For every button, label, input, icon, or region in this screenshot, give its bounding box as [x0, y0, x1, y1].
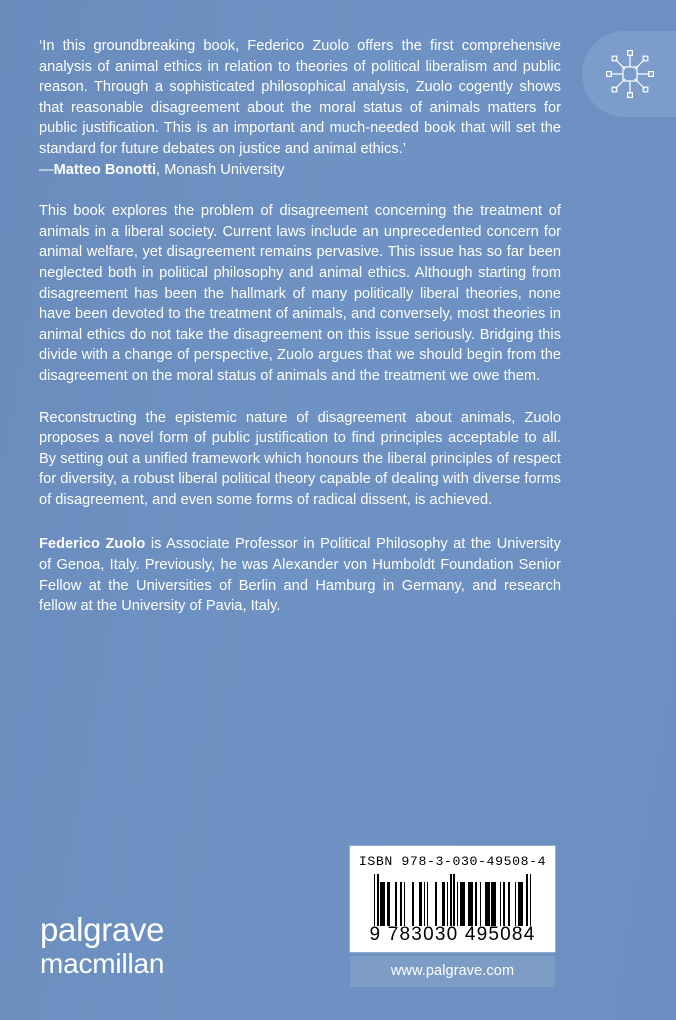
publisher-emblem-badge: [582, 31, 676, 117]
publisher-website-text: www.palgrave.com: [390, 963, 515, 979]
isbn-number: ISBN 978-3-030-49508-4: [358, 854, 547, 869]
description-paragraph-2: Reconstructing the epistemic nature of disagreement about animals, Zuolo proposes a novel form of public justification to find principles acceptable to all. By setting out a unified framework which honours the liberal principles of respect for diversity, a robust liberal political theory capable of dealing with diverse forms of disagreement, and even some forms of radical dissent, is achieved.: [39, 409, 561, 508]
review-attribution: [39, 160, 561, 181]
author-bio: [39, 534, 561, 616]
publisher-logo-line2: macmillan: [40, 948, 165, 979]
ean13-barcode: [374, 874, 531, 926]
publisher-logo: [40, 913, 164, 978]
attribution-name: Matteo Bonotti: [53, 161, 157, 178]
isbn-barcode-block: [350, 846, 555, 987]
author-name: Federico Zuolo: [39, 536, 146, 553]
palgrave-node-network-icon: [602, 46, 658, 102]
publisher-website-bar[interactable]: [350, 956, 555, 987]
description-paragraph-1: This book explores the problem of disagreement concerning the treatment of animals in a liberal society. Current laws include an unprecedented concern for animal welfare, yet disagreement remains pervasive. This issue has so far been neglected both in political philosophy and animal ethics. Although starting from disagreement has been the hallmark of many politically liberal theories, none have been devoted to the treatment of animals, and conversely, most theories in animal ethics do not take the disagreement on this issue seriously. Bridging this divide with a change of perspective, Zuolo argues that we should begin from the disagreement on the moral status of animals and the treatment we owe them.: [39, 203, 561, 384]
cover-text-column: [39, 36, 561, 617]
barcode-digits: 9 783030 495084: [369, 924, 536, 945]
barcode-wrapper: [350, 874, 555, 926]
review-blurb: ‘In this groundbreaking book, Federico Zuolo offers the first comprehensive analysis of animal ethics in relation to theories of political liberalism and public reason. Through a sophisticated philosophical analysis, Zuolo cogently shows that reasonable disagreement about the moral status of animals matters for public justification. This is an important and much-needed book that will set the standard for future debates on justice and animal ethics.’: [39, 38, 561, 157]
barcode-panel: [350, 846, 555, 952]
author-bio-text: is Associate Professor in Political Philosophy at the University of Genoa, Italy. Previously, he was Alexander von Humboldt Foundation Senior Fellow at the Universities of Berlin and Hamburg in Germany, and research fellow at the University of Pavia, Italy.: [39, 536, 561, 615]
attribution-dash: —: [39, 161, 54, 178]
publisher-logo-line1: palgrave: [40, 911, 165, 948]
attribution-affiliation: , Monash University: [156, 161, 285, 178]
